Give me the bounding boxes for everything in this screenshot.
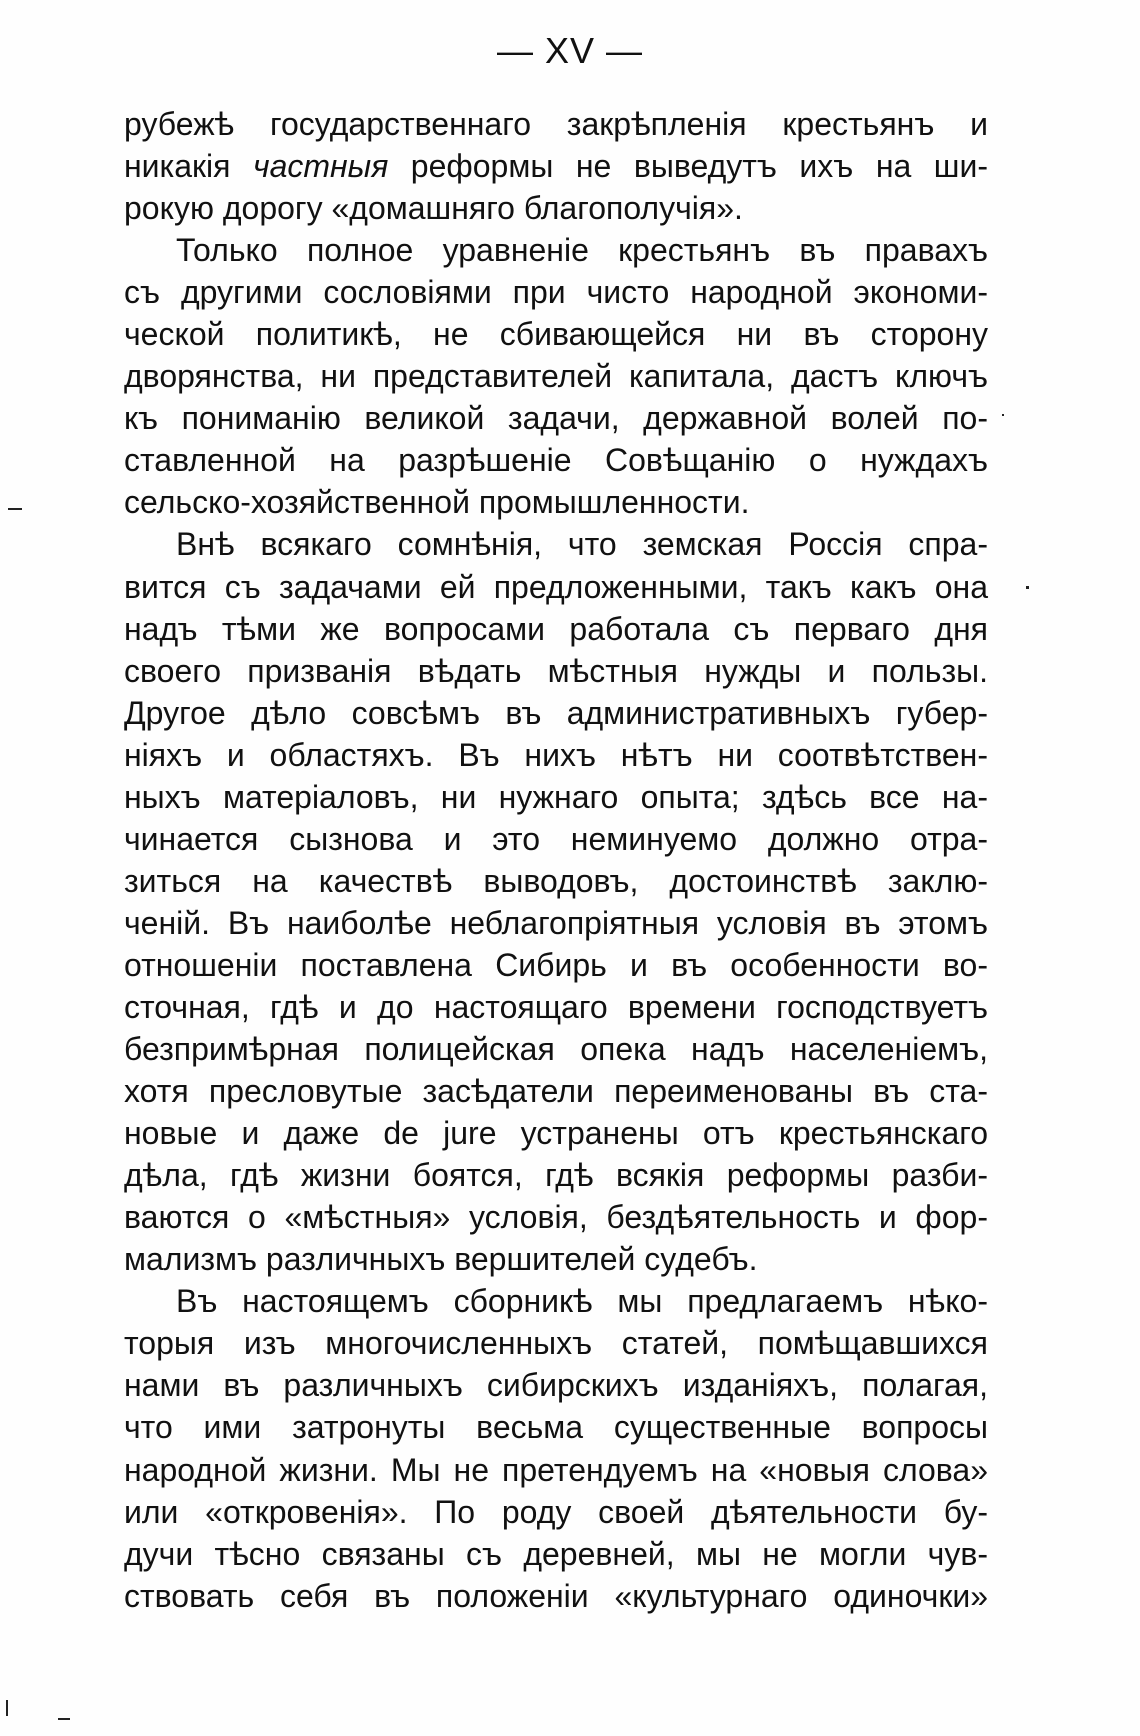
paragraph-2 [124, 229, 988, 523]
text-line: Въ настоящемъ сборникѣ мы предлагаемъ нѣко- [176, 1283, 988, 1320]
text-line: ствовать себя въ положеніи «культурнаго одиночки» [124, 1577, 988, 1614]
text-span: никакія [124, 148, 254, 185]
text-line: сельско-хозяйственной промышленности. [124, 484, 750, 521]
text-line: мализмъ различныхъ вершителей судебъ. [124, 1241, 758, 1278]
text-line: вится съ задачами ей предложенными, такъ какъ она [124, 568, 988, 605]
text-line: народной жизни. Мы не претендуемъ на «новыя слова» [124, 1451, 988, 1488]
text-line: ваются о «мѣстныя» условія, бездѣятельность и фор- [124, 1199, 988, 1236]
text-line: Другое дѣло совсѣмъ въ административныхъ губер- [124, 694, 988, 731]
text-line: сточная, гдѣ и до настоящаго времени господствуетъ [124, 988, 988, 1025]
text-line: ніяхъ и областяхъ. Въ нихъ нѣтъ ни соотвѣтствен- [124, 736, 988, 773]
text-line: что ими затронуты весьма существенные вопросы [124, 1409, 988, 1446]
text-line: или «откровенія». По роду своей дѣятельности бу- [124, 1493, 988, 1530]
text-line: хотя пресловутые засѣдатели переименованы въ ста- [124, 1073, 988, 1110]
text-line: чинается сызнова и это неминуемо должно отра- [124, 820, 988, 857]
text-line: дучи тѣсно связаны съ деревней, мы не могли чув- [124, 1535, 988, 1572]
text-line: ставленной на разрѣшеніе Совѣщанію о нуждахъ [124, 442, 988, 479]
text-line [124, 145, 988, 187]
text-line: Внѣ всякаго сомнѣнія, что земская Россія спра- [176, 526, 988, 563]
scan-speck [6, 1700, 8, 1716]
paragraph-4 [124, 1280, 988, 1616]
text-line: своего призванія вѣдать мѣстныя нужды и пользы. [124, 652, 988, 689]
text-line: рокую дорогу «домашняго благополучія». [124, 190, 743, 227]
text-line: зиться на качествѣ выводовъ, достоинствѣ заклю- [124, 862, 988, 899]
text-line: дворянства, ни представителей капитала, дастъ ключъ [124, 358, 988, 395]
text-line: рубежѣ государственнаго закрѣпленія крестьянъ и [124, 106, 988, 142]
text-line: надъ тѣми же вопросами работала съ перваго дня [124, 610, 988, 647]
text-line: къ пониманію великой задачи, державной волей по- [124, 400, 988, 437]
text-line: торыя изъ многочисленныхъ статей, помѣщавшихся [124, 1325, 988, 1362]
text-line: ческой политикѣ, не сбивающейся ни въ сторону [124, 316, 988, 353]
text-line: нами въ различныхъ сибирскихъ изданіяхъ, полагая, [124, 1367, 988, 1404]
italic-emphasis: частныя [253, 148, 389, 185]
body-text [124, 103, 988, 1617]
text-line: безпримѣрная полицейская опека надъ населеніемъ, [124, 1031, 988, 1068]
text-line: ченій. Въ наиболѣе неблагопріятныя условія въ этомъ [124, 904, 988, 941]
text-line: Только полное уравненіе крестьянъ въ правахъ [176, 232, 988, 269]
text-line: новые и даже de jure устранены отъ крестьянскаго [124, 1115, 988, 1152]
text-line: съ другими сословіями при чисто народной экономи- [124, 274, 988, 311]
scan-speck [8, 508, 22, 510]
paragraph-1 [124, 103, 988, 229]
scan-speck [1002, 414, 1004, 416]
text-line: отношеніи поставлена Сибирь и въ особенности во- [124, 946, 988, 983]
text-line: ныхъ матеріаловъ, ни нужнаго опыта; здѣсь все на- [124, 778, 988, 815]
paragraph-3 [124, 523, 988, 1280]
text-span: реформы не выведутъ ихъ на ши- [388, 148, 989, 185]
text-line: дѣла, гдѣ жизни боятся, гдѣ всякія реформы разби- [124, 1157, 988, 1194]
scan-speck [1026, 586, 1029, 589]
scan-speck [58, 1718, 70, 1720]
page-number: — XV — [496, 30, 644, 71]
